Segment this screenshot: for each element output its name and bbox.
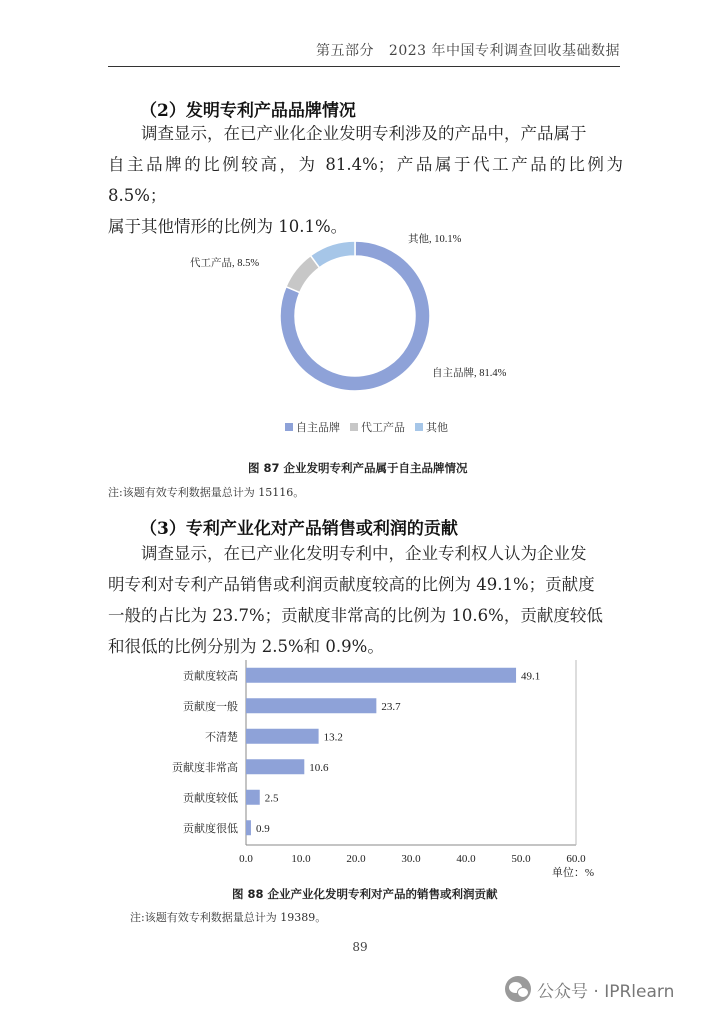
value-label: 0.9: [255, 822, 270, 835]
data-label-own-brand: 自主品牌, 81.4%: [432, 368, 507, 379]
header-title: 2023 年中国专利调查回收基础数据: [388, 43, 620, 59]
bar: [246, 820, 251, 835]
legend-label: 代工产品: [361, 421, 405, 434]
watermark: [505, 976, 674, 1002]
running-header: [108, 40, 620, 60]
donut-legend: [285, 419, 448, 435]
data-label-oem: 代工产品, 8.5%: [190, 258, 260, 269]
legend-item-oem: [350, 419, 405, 435]
data-label-other: 其他, 10.1%: [408, 234, 462, 245]
x-tick-label: 20.0: [346, 853, 366, 865]
section-3-line: 明专利对专利产品销售或利润贡献度较高的比例为 49.1%；贡献度: [108, 575, 595, 594]
watermark-text: 公众号 · IPRlearn: [537, 981, 675, 1002]
section-3-line: 和很低的比例分别为 2.5%和 0.9%。: [108, 637, 384, 656]
section-2-line: 调查显示，在已产业化企业发明专利涉及的产品中，产品属于: [141, 124, 587, 143]
x-tick-label: 0.0: [239, 853, 253, 865]
figure-88-caption: 图 88 企业产业化发明专利对产品的销售或利润贡献: [232, 887, 498, 901]
value-label: 13.2: [323, 731, 343, 744]
value-label: 23.7: [381, 700, 401, 713]
x-tick-label: 50.0: [511, 853, 531, 865]
category-label: 不清楚: [205, 731, 238, 744]
bar: [246, 698, 376, 713]
section-3-line: 一般的占比为 23.7%；贡献度非常高的比例为 10.6%，贡献度较低: [108, 606, 603, 625]
section-2-title: （2）发明专利产品品牌情况: [140, 101, 356, 121]
section-3-line: 调查显示，在已产业化发明专利中，企业专利权人认为企业发: [141, 544, 587, 563]
page-number: 89: [352, 940, 368, 954]
bar: [246, 729, 319, 744]
section-2-line: 自主品牌的比例较高，为 81.4%；产品属于代工产品的比例为 8.5%；: [108, 155, 623, 205]
figure-87-caption: 图 87 企业发明专利产品属于自主品牌情况: [248, 461, 468, 475]
legend-swatch: [415, 423, 423, 431]
x-tick-label: 60.0: [566, 853, 586, 865]
header-rule: [108, 66, 620, 67]
bar: [246, 668, 516, 683]
value-label: 2.5: [264, 792, 279, 805]
value-label: 49.1: [521, 670, 541, 683]
legend-swatch: [350, 423, 358, 431]
header-part: 第五部分: [316, 43, 375, 59]
figure-87-note: 注:该题有效专利数据量总计为 15116。: [108, 486, 305, 499]
category-label: 贡献度一般: [183, 700, 238, 713]
legend-item-other: [415, 419, 448, 435]
category-label: 贡献度很低: [183, 822, 238, 835]
wechat-icon: [505, 976, 531, 1002]
bar: [246, 759, 304, 774]
slice-other: [311, 241, 355, 268]
figure-88-note: 注:该题有效专利数据量总计为 19389。: [130, 911, 327, 924]
legend-swatch: [285, 423, 293, 431]
legend-label: 自主品牌: [296, 421, 340, 434]
x-tick-label: 40.0: [456, 853, 476, 865]
legend-label: 其他: [426, 421, 448, 434]
unit-label: 单位：%: [551, 867, 594, 878]
value-label: 10.6: [309, 761, 329, 774]
section-3-paragraph: [108, 538, 623, 662]
bar-chart: [140, 656, 610, 878]
section-3-title: （3）专利产业化对产品销售或利润的贡献: [140, 519, 458, 539]
category-label: 贡献度非常高: [172, 761, 238, 774]
x-tick-label: 10.0: [291, 853, 311, 865]
x-tick-label: 30.0: [401, 853, 421, 865]
bar: [246, 790, 260, 805]
legend-item-own-brand: [285, 419, 340, 435]
category-label: 贡献度较高: [183, 670, 238, 683]
donut-chart: [180, 222, 540, 412]
category-label: 贡献度较低: [183, 792, 238, 805]
section-2-line: 属于其他情形的比例为 10.1%。: [108, 217, 348, 236]
